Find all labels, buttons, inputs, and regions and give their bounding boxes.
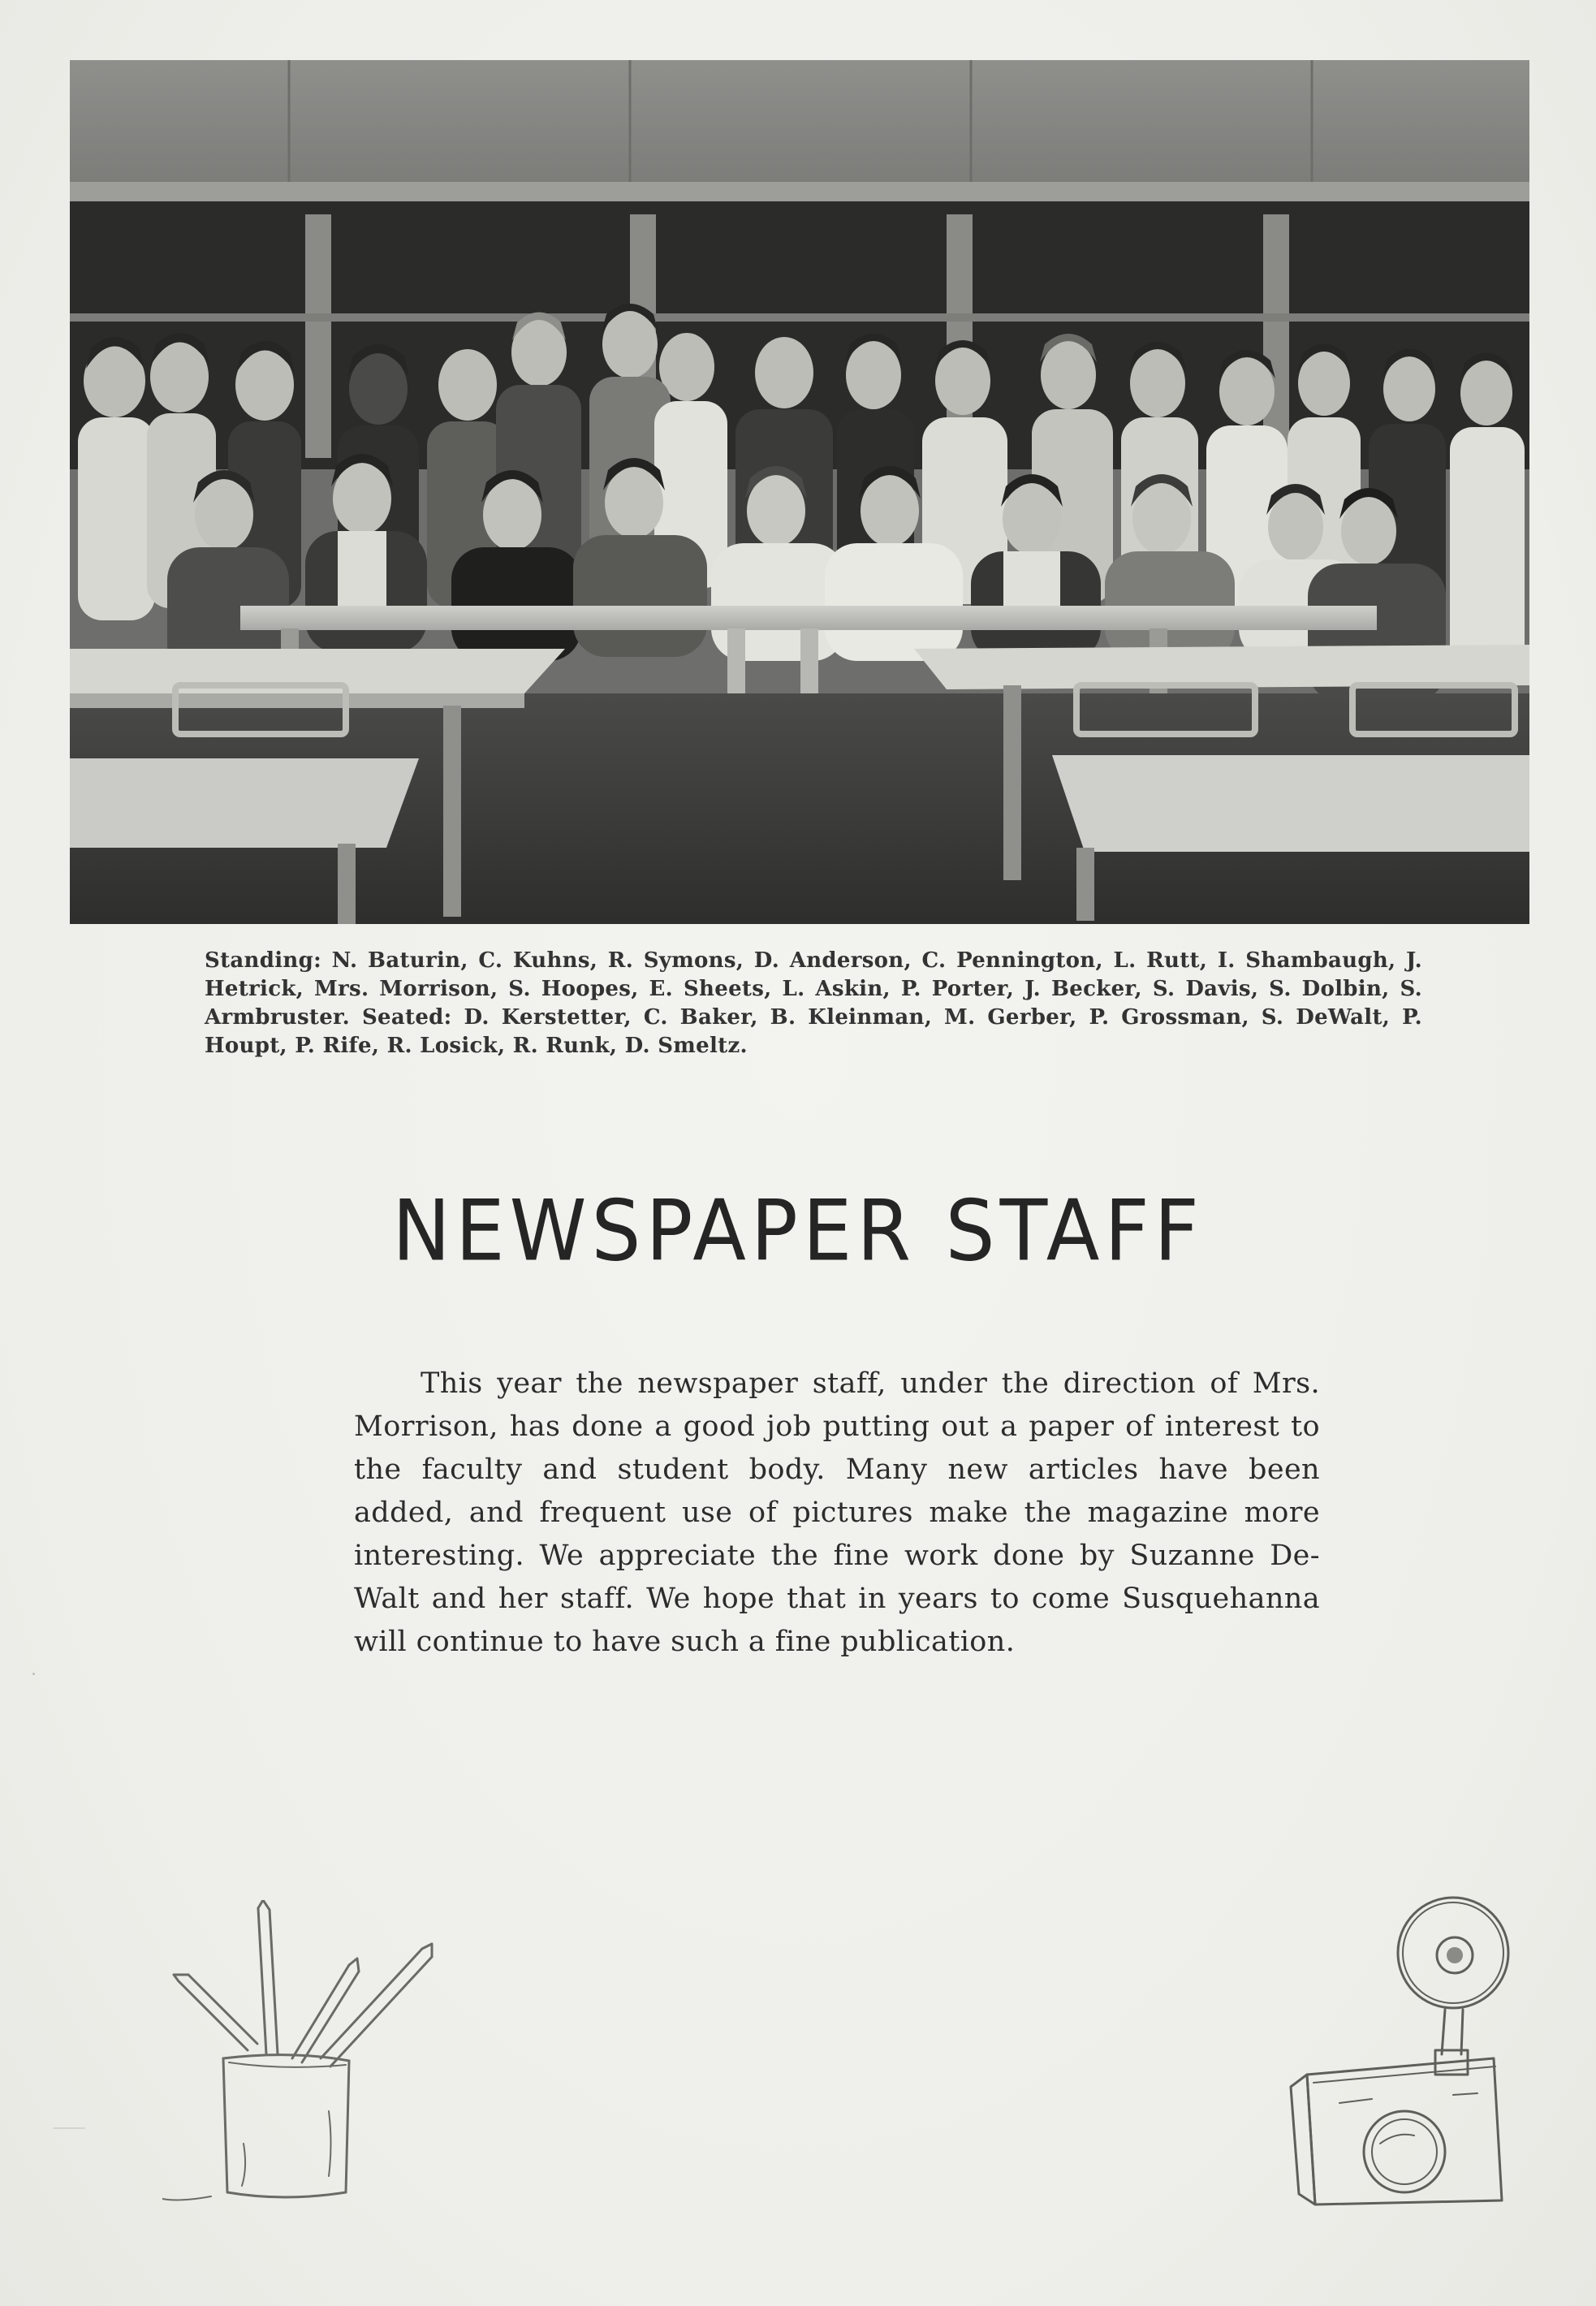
photo-caption: Standing: N. Baturin, C. Kuhns, R. Symons, D. Anderson, C. Pennington, L. Rutt, I. Shambaugh, J. Hetrick, Mrs. Morrison, S. Hoopes, E. Sheets, L. Askin, P. Porter, J. Becker, S. Davis, S. Dolbin, S. Armbruster. Seated: D. Kerstetter, C. Baker, B. Kleinman, M. Gerber, P. Grossman, S. DeWalt, P. Houpt, P. Rife, R. Losick, R. Runk, D. Smeltz. (205, 948, 1422, 1058)
group-photo (70, 60, 1529, 924)
body-paragraph: This year the newspaper staff, under the direction of Mrs. Morrison, has done a good job putting out a paper of interest to the faculty and student body. Many new articles have been added, and frequent use of pictures make the magazine more interesting. We appreciate the fine work done by Suzanne De-Walt and her staff. We hope that in years to come Susquehanna will continue to have such a fine publication. (354, 1367, 1320, 1658)
paper-speck (53, 2127, 85, 2129)
camera-icon (1283, 1892, 1526, 2209)
pencil-cup-icon (162, 1900, 455, 2209)
paper-speck (32, 1673, 35, 1675)
page-title: NEWSPAPER STAFF (392, 1181, 1204, 1280)
